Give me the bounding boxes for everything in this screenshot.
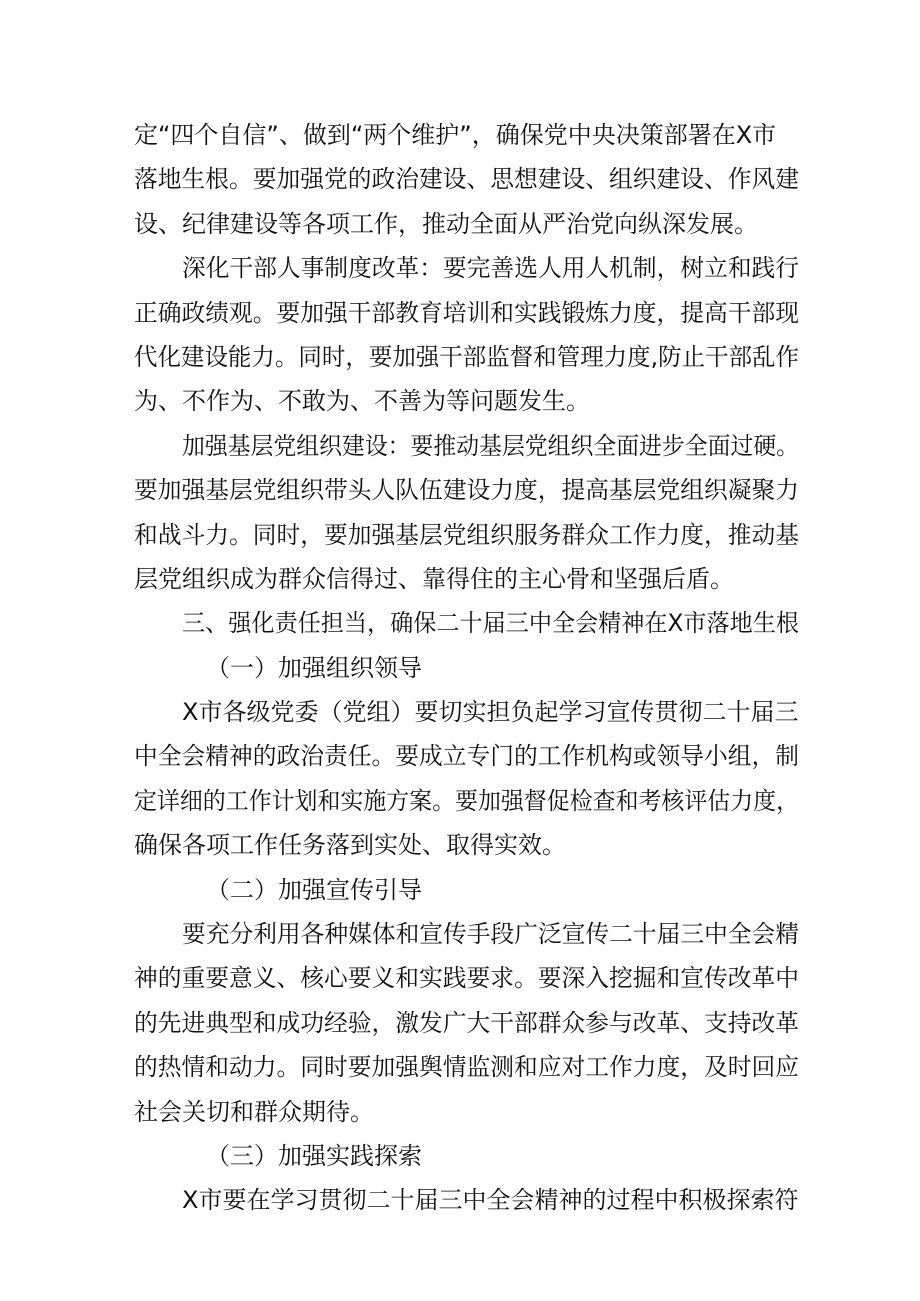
text-line: 社会关切和群众期待。 <box>134 1097 374 1126</box>
text-line: （二）加强宣传引导 <box>206 875 422 904</box>
text-line: 要充分利用各种媒体和宣传手段广泛宣传二十届三中全会精 <box>182 920 800 949</box>
text-line: X市各级党委（党组）要切实担负起学习宣传贯彻二十届三 <box>182 698 799 727</box>
text-line: 的先进典型和成功经验，激发广大干部群众参与改革、支持改革 <box>134 1008 800 1037</box>
paragraph-p4 <box>134 601 799 645</box>
text-line: 和战斗力。同时，要加强基层党组织服务群众工作力度，推动基 <box>134 520 800 549</box>
paragraph-p1 <box>134 113 799 246</box>
paragraph-p8 <box>134 912 799 1134</box>
text-line: 加强基层党组织建设：要推动基层党组织全面进步全面过硬。 <box>182 431 800 460</box>
text-line: 正确政绩观。要加强干部教育培训和实践锻炼力度，提高干部现 <box>134 298 800 327</box>
paragraph-p10 <box>134 1178 799 1222</box>
text-line: 代化建设能力。同时，要加强干部监督和管理力度,防止干部乱作 <box>134 342 800 371</box>
paragraph-p7 <box>134 868 799 912</box>
text-line: 要加强基层党组织带头人队伍建设力度，提高基层党组织凝聚力 <box>134 476 800 505</box>
paragraph-p2 <box>134 246 799 424</box>
document-body <box>134 113 799 1223</box>
text-line: （三）加强实践探索 <box>206 1141 422 1170</box>
text-line: 深化干部人事制度改革：要完善选人用人机制，树立和践行 <box>182 254 800 283</box>
text-line: 为、不作为、不敢为、不善为等问题发生。 <box>134 387 590 416</box>
text-line: 三、强化责任担当，确保二十届三中全会精神在X市落地生根 <box>182 609 800 638</box>
text-line: 层党组织成为群众信得过、靠得住的主心骨和坚强后盾。 <box>134 564 734 593</box>
text-line: （一）加强组织领导 <box>206 653 422 682</box>
text-line: 确保各项工作任务落到实处、取得实效。 <box>134 831 566 860</box>
text-line: 定详细的工作计划和实施方案。要加强督促检查和考核评估力度， <box>134 786 800 815</box>
paragraph-p3 <box>134 424 799 602</box>
text-line: 落地生根。要加强党的政治建设、思想建设、组织建设、作风建 <box>134 165 800 194</box>
text-line: 中全会精神的政治责任。要成立专门的工作机构或领导小组，制 <box>134 742 800 771</box>
paragraph-p6 <box>134 690 799 868</box>
paragraph-p9 <box>134 1134 799 1178</box>
text-line: 定“四个自信”、做到“两个维护”，确保党中央决策部署在X市 <box>134 121 777 149</box>
paragraph-p5 <box>134 646 799 690</box>
text-line: 设、纪律建设等各项工作，推动全面从严治党向纵深发展。 <box>134 209 758 238</box>
text-line: 神的重要意义、核心要义和实践要求。要深入挖掘和宣传改革中 <box>134 964 800 993</box>
text-line: 的热情和动力。同时要加强舆情监测和应对工作力度，及时回应 <box>134 1053 800 1082</box>
text-line: X市要在学习贯彻二十届三中全会精神的过程中积极探索符 <box>182 1186 799 1215</box>
